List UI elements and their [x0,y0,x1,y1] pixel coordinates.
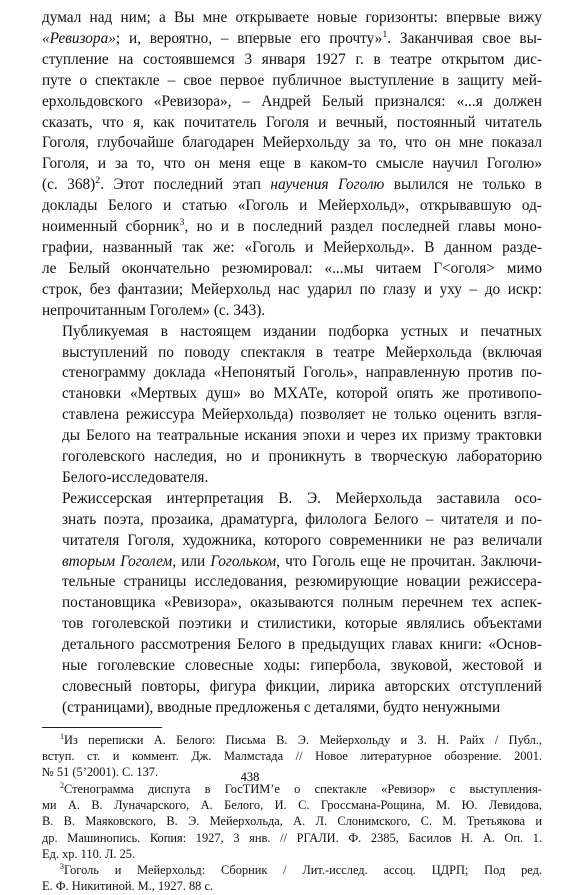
footnote: $^2$Стенограмма диспута в ГосТИМ’е о спектакле «Ревизор» с выступления- ми А. В. Луначарского, А. Белого, И. С. Гроссмана-Рощина, М. Ю. Левидова, В. В. Маяковского, В. Э. Мейерхольда, А. Л. Слонимского, С. М. Третьякова и др. Машинопись. Копия: 1927, 3 янв. // РГАЛИ. Ф. 2385, Басилов Н. А. Оп. 1. Ед. хр. 110. Л. 25. [42,780,542,861]
footnote: $^1$Из переписки А. Белого: Письма В. Э. Мейерхольду и З. Н. Райх / Публ., вступ. ст. и коммент. Дж. Малмстада // Новое литературное обозрение. 2001. № 51 (5’2001). С. 137. [42,731,542,780]
paragraph: думал над ним; а Вы мне открываете новые горизонты: впервые вижу «Ревизора»; и, вероятно, – впервые его прочту»$^1$. Заканчивая свое вы- ступление на состоявшемся 3 января 1927 г. в театре открытом дис- путе о спектакле – свое первое публичное выступление в защиту мей- ерхольдовского «Ревизора», – Андрей Белый признался: «...я должен сказать, что я, как почитатель Гоголя и вечный, постоянный читатель Гоголя, глубочайше благодарен Мейерхольду за то, что он мне показал Гоголя, и за то, что он меня еще в каком-то смысле научил Гоголю» (с. 368)$^2$. Этот последний этап научения Гоголю вылился не только в доклады Белого и статью «Гоголь и Мейерхольд», открывавшую од- ноименный сборник$^3$, но и в последний раздел последней главы моно- графии, названный так же: «Гоголь и Мейерхольд». В данном разде- ле Белый окончательно резюмировал: «...мы читаем Г<оголя> мимо строк, без фантазии; Мейерхольд нас ударил по глазу и уху – до искр: непрочитанным Гоголем» (с. 343). [42,9,543,319]
footnote-separator [42,727,162,728]
book-page [42,8,542,895]
paragraph: Режиссерская интерпретация В. Э. Мейерхольда заставила осо- знать поэта, прозаика, драматурга, филолога Белого – читателя и по- читателя Гоголя, художника, которого современники не раз величали вторым Гоголем, или Гогольком, что Гоголь еще не прочитан. Заключи- тельные страницы исследования, резюмирующие новации режиссера- постановщика «Ревизора», оказываются полным перечнем тех аспек- тов гоголевской поэтики и стилистики, которые являлись объектами детального рассмотрения Белого в предыдущих главах книги: «Основ- ные гоголевские словесные ходы: гипербола, звуковой, жестовой и словесный повторы, фигура фикции, лирика авторских отступлений (страницами), вводные предложенья с деталями, будто ненужными [62,489,542,716]
page-number: 438 [240,770,260,784]
paragraph: Публикуемая в настоящем издании подборка устных и печатных выступлений по поводу спектакля в театре Мейерхольда (включая стенограмму доклада «Непонятый Гоголь», направленную против по- становки «Мертвых душ» во МХАТе, которой опять же противопо- ставлена режиссура Мейерхольда) позволяет не только оценить взгля- ды Белого на театральные искания эпохи и через их призму трактовки гоголевского наследия, но и проникнуть в творческую лабораторию Белого-исследователя. [62,322,542,486]
footnote: $^3$Гоголь и Мейерхольд: Сборник / Лит.-исслед. ассоц. ЦДРП; Под ред. Е. Ф. Никитиной. М., 1927. 88 с. [42,862,542,894]
body-text [42,8,542,719]
footnotes [42,732,542,895]
